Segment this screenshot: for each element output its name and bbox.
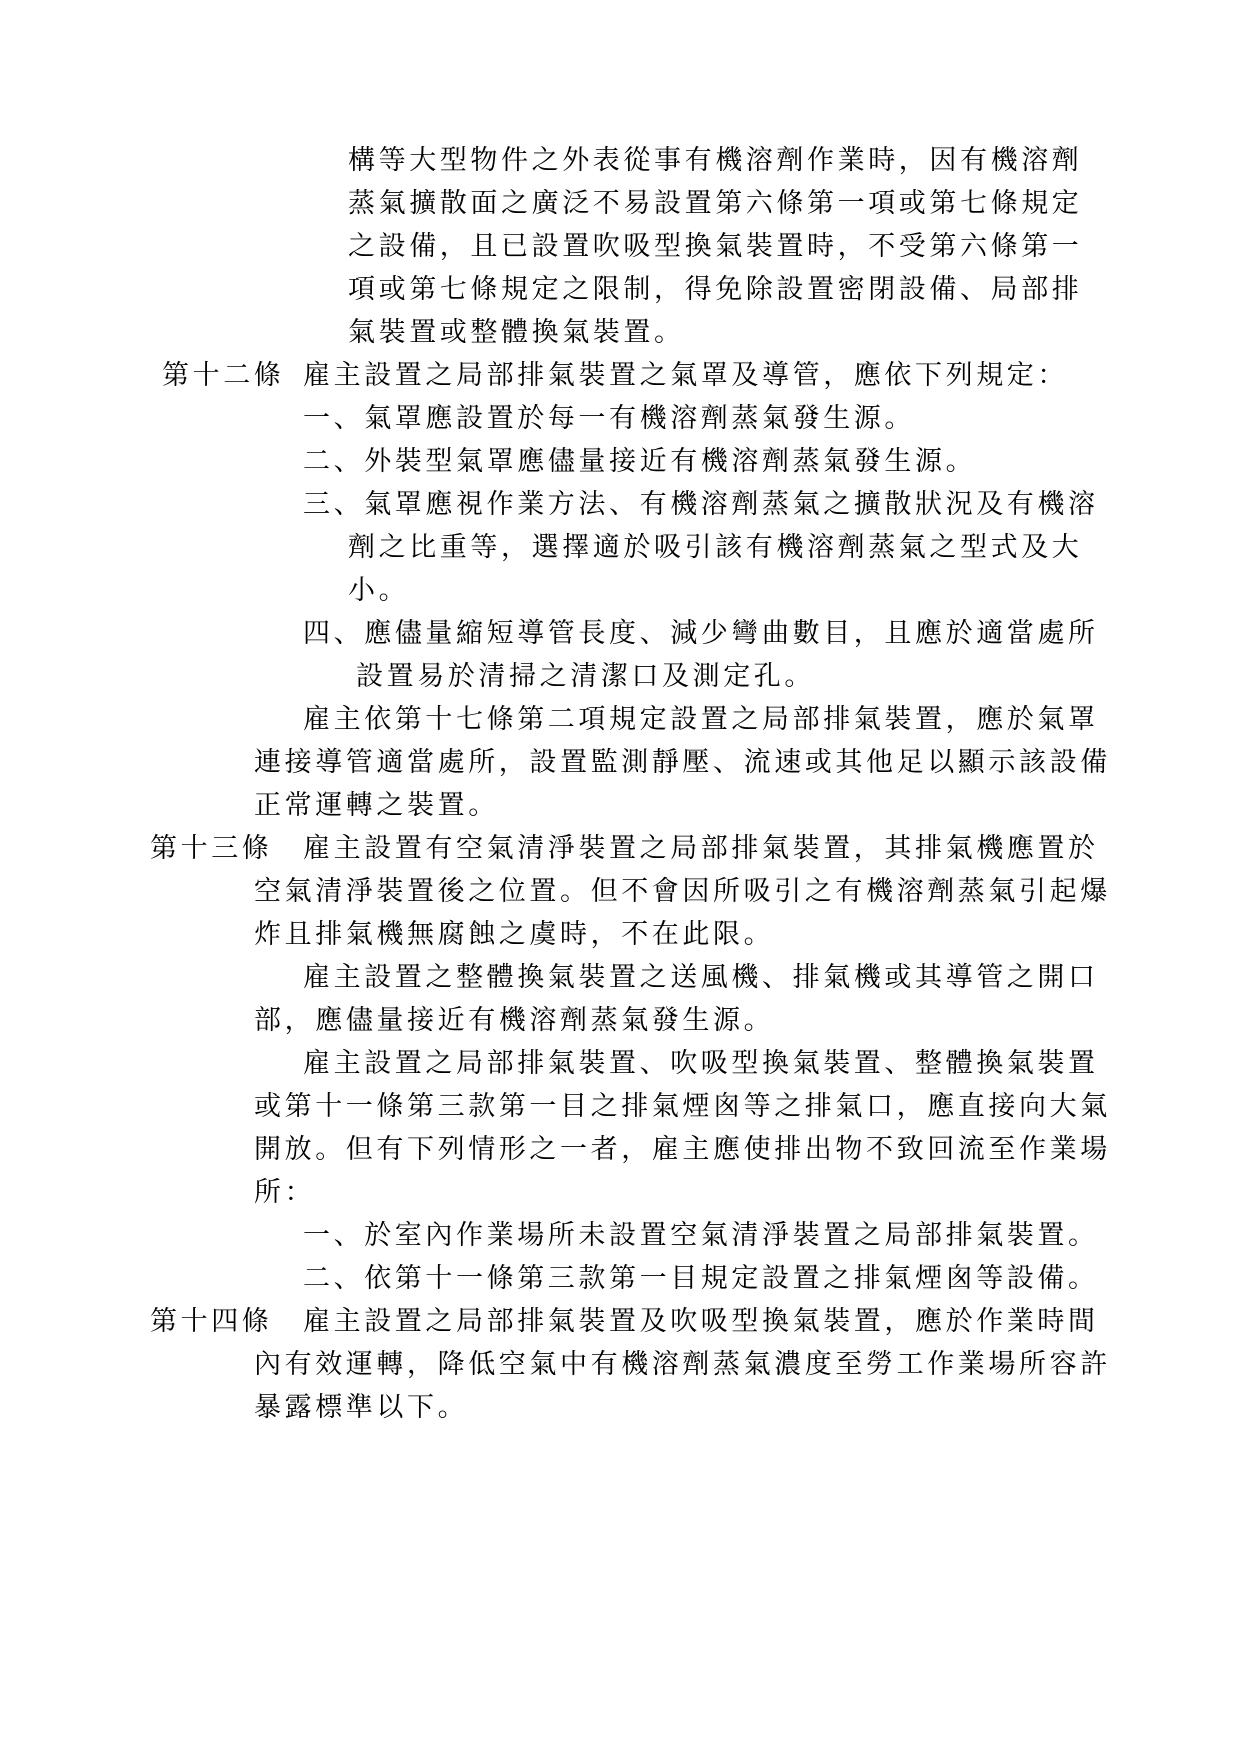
article-13-para2-line-1: 雇主設置之整體換氣裝置之送風機、排氣機或其導管之開口 xyxy=(303,962,1099,993)
article-13-para3-line-1: 雇主設置之局部排氣裝置、吹吸型換氣裝置、整體換氣裝置 xyxy=(303,1048,1099,1079)
intro-line-3: 之設備，且已設置吹吸型換氣裝置時，不受第六條第一 xyxy=(348,231,1083,262)
article-12-item-2: 二、外裝型氣罩應儘量接近有機溶劑蒸氣發生源。 xyxy=(303,446,977,477)
article-14-label: 第十四條 xyxy=(150,1306,273,1337)
article-13-item-1: 一、於室內作業場所未設置空氣清淨裝置之局部排氣裝置。 xyxy=(303,1220,1099,1251)
article-14-para1-line-2: 內有效運轉，降低空氣中有機溶劑蒸氣濃度至勞工作業場所容許 xyxy=(254,1349,1111,1380)
article-12-label: 第十二條 xyxy=(162,360,285,391)
article-12-item-3-cont-1: 劑之比重等，選擇適於吸引該有機溶劑蒸氣之型式及大 xyxy=(348,532,1083,563)
article-12-para2-line-3: 正常運轉之裝置。 xyxy=(254,790,499,821)
intro-line-4: 項或第七條規定之限制，得免除設置密閉設備、局部排 xyxy=(348,274,1083,305)
article-12-para2-line-2: 連接導管適當處所，設置監測靜壓、流速或其他足以顯示該設備 xyxy=(254,747,1111,778)
intro-line-2: 蒸氣擴散面之廣泛不易設置第六條第一項或第七條規定 xyxy=(348,188,1083,219)
article-14-para1-line-1: 雇主設置之局部排氣裝置及吹吸型換氣裝置，應於作業時間 xyxy=(303,1306,1099,1337)
article-12-para2-line-1: 雇主依第十七條第二項規定設置之局部排氣裝置，應於氣罩 xyxy=(303,704,1099,735)
article-12-item-3-cont-2: 小。 xyxy=(348,575,410,606)
article-12-item-3: 三、氣罩應視作業方法、有機溶劑蒸氣之擴散狀況及有機溶 xyxy=(303,489,1099,520)
article-14-para1-line-3: 暴露標準以下。 xyxy=(254,1392,469,1423)
article-13-item-2: 二、依第十一條第三款第一目規定設置之排氣煙囪等設備。 xyxy=(303,1263,1099,1294)
article-13-para3-line-2: 或第十一條第三款第一目之排氣煙囪等之排氣口，應直接向大氣 xyxy=(254,1091,1111,1122)
article-13-label: 第十三條 xyxy=(150,833,273,864)
article-12-lead: 雇主設置之局部排氣裝置之氣罩及導管，應依下列規定： xyxy=(303,360,1068,391)
intro-line-1: 構等大型物件之外表從事有機溶劑作業時，因有機溶劑 xyxy=(348,145,1083,176)
article-13-para1-line-1: 雇主設置有空氣清淨裝置之局部排氣裝置，其排氣機應置於 xyxy=(303,833,1099,864)
article-12-item-4-cont: 設置易於清掃之清潔口及測定孔。 xyxy=(356,661,815,692)
article-12-item-4: 四、應儘量縮短導管長度、減少彎曲數目，且應於適當處所 xyxy=(303,618,1099,649)
article-12-item-1: 一、氣罩應設置於每一有機溶劑蒸氣發生源。 xyxy=(303,403,915,434)
article-13-para1-line-3: 炸且排氣機無腐蝕之虞時，不在此限。 xyxy=(254,919,775,950)
article-13-para3-line-3: 開放。但有下列情形之一者，雇主應使排出物不致回流至作業場 xyxy=(254,1134,1111,1165)
article-13-para3-line-4: 所： xyxy=(254,1177,316,1208)
intro-line-5: 氣裝置或整體換氣裝置。 xyxy=(348,317,685,348)
article-13-para2-line-2: 部，應儘量接近有機溶劑蒸氣發生源。 xyxy=(254,1005,775,1036)
article-13-para1-line-2: 空氣清淨裝置後之位置。但不會因所吸引之有機溶劑蒸氣引起爆 xyxy=(254,876,1111,907)
